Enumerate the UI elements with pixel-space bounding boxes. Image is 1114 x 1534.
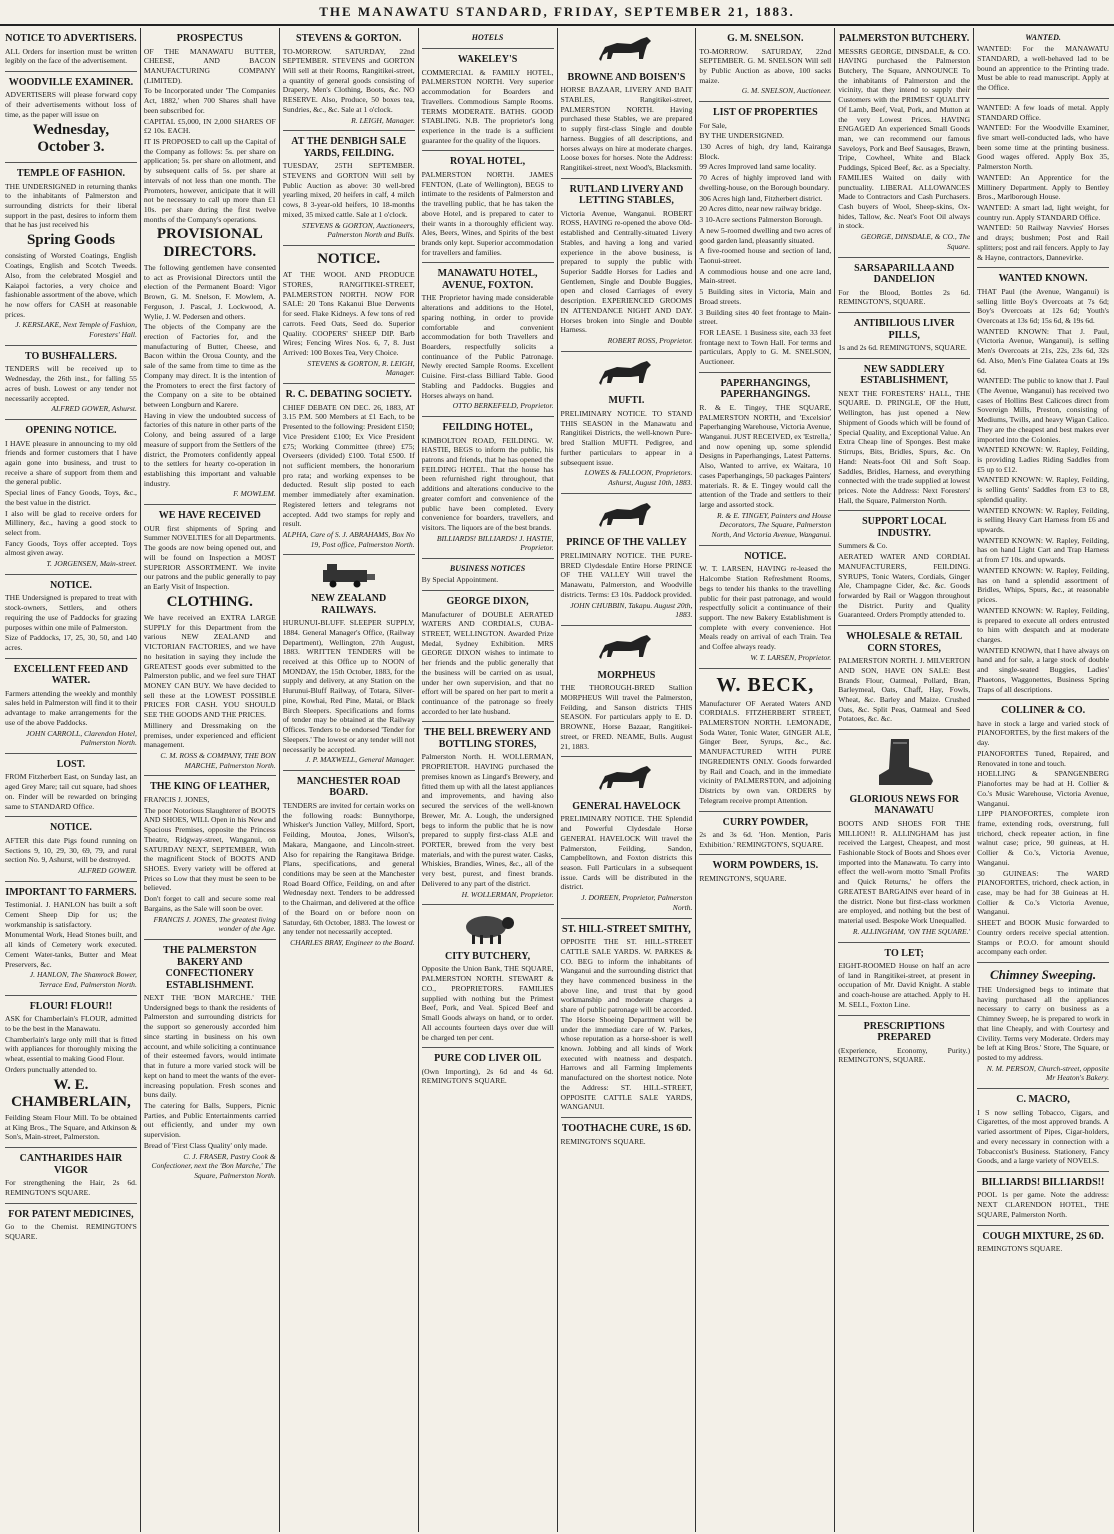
advertisement — [5, 28, 137, 72]
ad-body-text: consisting of Worsted Coatings, English Coatings, English and Scotch Tweeds. Also, from the celebrated Mosgiel and Kaiapoi factories, a very choice and fashionable assortment of the above, which he now offers for CASH at reasonable prices. — [5, 251, 137, 319]
column-3 — [280, 28, 419, 1532]
advertisement — [422, 28, 554, 49]
ad-body-text: R. & E. Tingey, THE SQUARE, PALMERSTON NORTH, and 'Excelsior' Paperhanging Warehouse, Victoria Avenue, Wanganui. JUST RECEIVED, ex 'Estrella,' and now opening up, some splendid Designs in Paperhangings, Latest Patterns. Also, Wanted to arrive, ex Waitara, 10 cases Paperhangings, 50 packages Painters' materials. R. & E. Tingey would call the attention of the Trade and settlers to their large and assorted stock. — [699, 402, 832, 510]
ad-body-text: Millinery and Dressmaking on the premises, under experienced and efficient management. — [143, 720, 276, 750]
ad-body-text: We have received an EXTRA LARGE SUPPLY for this Department from the various NEW ZEALAND and VICTORIAN FACTORIES, and we have no hesitation in saying they include the GREATEST goods ever submitted to the Palmerston public, and we feel sure THAT MONEY CAN BUY. We have decided to sell these at the LOWEST POSSIBLE PRICES FOR CASH. YOU SHOULD SEE THE GOODS AND THE PRICES. — [143, 612, 276, 720]
ad-signature: J. HANLON, The Shamrock Bower, Terrace End, Palmerston North. — [29, 970, 137, 989]
advertisement — [838, 626, 970, 730]
ad-body-text: 1s and 2s 6d. REMINGTON'S, SQUARE. — [838, 343, 967, 353]
ad-body-text: For strengthening the Hair, 2s 6d. REMINGTON'S SQUARE. — [5, 1178, 137, 1197]
ad-body-text: TENDERS will be received up to Wednesday, the 26th inst., for falling 55 acres of bush. Lowest or any tender not necessarily accepted. — [5, 364, 137, 403]
ad-body-text: POOL 1s per game. Note the address: NEXT CLARENDON HOTEL, THE SQUARE, Palmerston North. — [977, 1190, 1109, 1219]
ad-signature: GEORGE, DINSDALE, & CO., The Square. — [860, 232, 971, 251]
advertisement — [5, 754, 137, 817]
ad-body-text: Having in view the undoubted success of factories of this nature in other parts of the Colony, and being assured of a large measure of support from the Settlers of the district, the Promoters confidently appeal to the settlers for hearty co-operation in establishing this important and valuable industry. — [143, 410, 276, 488]
advertisement — [283, 555, 415, 771]
ad-heading: LOST. — [56, 758, 86, 770]
advertisement — [5, 163, 137, 346]
ad-body-text: (Experience, Economy, Purity.) REMINGTON'S, SQUARE. — [838, 1045, 971, 1065]
column-1 — [2, 28, 141, 1532]
ad-signature: G. M. SNELSON, Auctioneer. — [741, 86, 832, 96]
ad-body-text: W. T. LARSEN, HAVING re-leased the Halcombe Station Refreshment Rooms, begs to tender his thanks to the travelling public for their past patronage, and would respectfully solicit a continuance of their support. The new Bakery Establishment is complete with every convenience. Hot Meals ready on arrival of each Train. Tea and Coffee always ready. — [699, 564, 832, 652]
ad-signature: C. J. FRASER, Pastry Cook & Confectioner, next the 'Bon Marche,' The Square, Palmerston North. — [151, 1151, 276, 1180]
ad-signature: R. LEIGH, Manager. — [351, 115, 415, 125]
ad-heading: CITY BUTCHERY, — [445, 950, 531, 962]
column-5 — [558, 28, 697, 1532]
ad-body-text: PALMERSTON NORTH. JAMES FENTON, (Late of Wellington), BEGS to intimate to the residents of Palmerston and the travelling public, that he has taken the above Hotel, and is prepared to cater to their wants in a thoroughly efficient way. Ales, Beers, Wines, and Spirits of the best brands only kept. Superior accommodation for travellers and families. — [421, 169, 554, 257]
advertisement — [561, 494, 693, 626]
horse-icon — [591, 631, 661, 668]
ad-body-text: ADVERTISERS will please forward copy of their advertisements without loss of time, as the paper will issue on — [5, 90, 137, 119]
ad-heading: AT THE DENBIGH SALE YARDS, FEILDING. — [291, 136, 407, 159]
ad-body-text: HURUNUI-BLUFF. SLEEPER SUPPLY, 1884. General Manager's Office, (Railway Department), Wellington, 27th August, 1883. WRITTEN TENDERS will be received at this Office up to NOON of MONDAY, the 15th October, 1883, for the supply and delivery, at any Station on the Hurunui-Bluff Railway, of Totara, Silver-pine, Kowhai, Red Pine, Matai, or Black Birch Sleepers. Specifications and forms of tender may be obtained at the Railway Offices. Tenders to be endorsed 'Tender for Sleepers.' The lowest or any tender will not necessarily be accepted. — [282, 618, 415, 754]
ad-body-text: THE THOROUGH-BRED Stallion MORPHEUS Will travel the Palmerston, Feilding, and Sanson districts THIS SEASON. For particulars apply to E. D. BROWNE, Horse Bazaar, Rangitikei-street, or FRED. NEAME, Bulls. August 21, 1883. — [560, 683, 693, 751]
ad-body-text: REMINGTON'S SQUARE. — [560, 1136, 646, 1146]
ad-heading: HOTELS — [471, 33, 504, 42]
sheep-icon — [458, 910, 518, 949]
ad-body-text: FROM Fitzherbert East, on Sunday last, an aged Grey Mare; tail cut square, had shoes on. Finder will be rewarded on bringing same to STANDARD Office. — [5, 772, 137, 811]
ad-heading: THE KING OF LEATHER, — [150, 781, 270, 793]
advertisement — [561, 179, 693, 352]
ad-body-text: For Sale, — [699, 120, 727, 130]
ad-body-text: SHEET and BOOK Music forwarded to Country orders receive special attention. Stamps or P.O.O. for amount should accompany each order. — [977, 918, 1109, 957]
ad-body-text: 5 Building sites in Victoria, Main and Broad streets. — [699, 287, 832, 306]
ad-heading: TOOTHACHE CURE, 1S 6D. — [561, 1123, 691, 1135]
advertisement — [5, 817, 137, 881]
advertisement — [977, 99, 1109, 269]
ad-signature: LOWES & FALLOON, Proprietors. Ashurst, August 10th, 1883. — [584, 468, 693, 487]
ad-heading: MANCHESTER ROAD BOARD. — [296, 775, 401, 799]
ad-body-text: Don't forget to call and secure some real Bargains, as the Sale will soon be over. — [143, 894, 276, 913]
ad-body-text: I HAVE pleasure in announcing to my old friends and former customers that I have again gone into business, and trust to receive a share of support from them and the general public. — [5, 438, 137, 487]
ad-signature: ALFRED GOWER, Ashurst. — [51, 404, 137, 414]
advertisement — [5, 1148, 137, 1203]
ad-signature: STEVENS & GORTON, R. LEIGH, Manager. — [307, 358, 415, 378]
ad-body-text: OPPOSITE THE ST. HILL-STREET CATTLE SALE YARDS. W. PARKES & CO. BEG to inform the inhabitants of Wanganui and the surrounding district that they have commenced business in the above line, and trust that by good workmanship and moderate charges a share of public patronage will be accorded. The Horse Shoeing Department will be under the immediate care of W. Parkes, whose reputation as a horse-shoer is well known. Jobbing and all kinds of Work executed with neatness and despatch. Harrows and all Farming Implements manufactured on the shortest notice. Note the Address: ST. HILL-STREET, OPPOSITE CATTLE SALE YARDS, WANGANUI. — [560, 937, 693, 1112]
ad-subheading: Spring Goods — [26, 232, 115, 249]
ad-heading: PAPERHANGINGS, PAPERHANGINGS. — [720, 377, 811, 401]
advertisement — [838, 943, 970, 1016]
advertisement — [422, 263, 554, 417]
ad-signature: R. & E. TINGEY, Painters and House Decorators, The Square, Palmerston North, And Victoria Avenue, Wanganui. — [711, 510, 832, 540]
advertisement — [561, 1118, 693, 1151]
ad-body-text: 70 Acres of highly improved land with dwelling-house, on the Borough boundary. — [699, 173, 832, 192]
ad-heading: NOTICE. — [49, 822, 92, 834]
ad-body-text: WANTED: For the MANAWATU STANDARD, a well-behaved lad to be bound an apprentice to the Printing trade. Must be able to read manuscript. Apply at the Office. — [977, 44, 1109, 93]
ad-body-text: THE Proprietor having made considerable alterations and additions to the Hotel, sparing nothing, in order to provide comfortable and convenient accommodation for both Travellers and Boarders, respectfully solicits a continuance of the Public Patronage. Newly erected Sample Rooms. Excellent Cuisine. First-class Billiard Table. Good Stabling and Paddocks. Buggies and Horses always on hand. — [421, 293, 554, 400]
ad-body-text: Monumental Work, Head Stones built, and all kinds of Cemetery work executed. Cement Water-tanks, Butter and Meat Preservers, &c. — [5, 930, 137, 969]
ad-body-text: By Special Appointment. — [421, 575, 499, 585]
advertisement — [5, 882, 137, 996]
ad-heading: ANTIBILIOUS LIVER PILLS, — [853, 318, 955, 341]
ad-body-text: OF THE MANAWATU BUTTER, CHEESE, AND BACON MANUFACTURING COMPANY (LIMITED). — [143, 46, 276, 85]
ad-heading: EXCELLENT FEED AND WATER. — [13, 663, 129, 687]
ad-body-text: Victoria Avenue, Wanganui. ROBERT ROSS, HAVING re-opened the above Old-established and Centrally-situated Livery Stables, and having a long and varied experience in the above business, is prepared to supply the public with Superior Saddle Horses for Ladies and Gentlemen, Single and Double Buggies, open and closed Carriages of every description. EXPERIENCED GROOMS IN ATTENDANCE NIGHT AND DAY. Horses broken into Single and Double Harness. — [560, 208, 693, 335]
column-6 — [696, 28, 835, 1532]
ad-body-text: PRELIMINARY NOTICE. THE Splendid and Powerful Clydesdale Horse GENERAL HAVELOCK Will travel the Palmerston, Feilding, Sandon, Campbelltown, and Foxton districts this season. Full Particulars in a subsequent issue. Cards will be distributed in the district. — [560, 814, 693, 892]
ad-body-text: A commodious house and one acre land, Main-street. — [699, 266, 832, 286]
ad-body-text: Feilding Steam Flour Mill. To be obtained at King Bros., The Square, and Atkinson & Son's, Main-street, Palmerston. — [5, 1113, 137, 1142]
ad-body-text: REMINGTON'S SQUARE. — [977, 1244, 1063, 1254]
horse-icon — [591, 33, 661, 70]
ad-body-text: The following gentlemen have consented to act as Provisional Directors until the election of the Permanent Board: Vigor Brown, G. M. Snelson, F. Mowlem, A. Ferguson, J. Pascal, J. Lockwood, A. Wylie, J. W. Pedersen and others. — [143, 262, 276, 321]
ad-body-text: WANTED KNOWN: W. Rapley, Feilding, is prepared to execute all orders entrusted to him with despatch and at moderate charges. — [977, 605, 1109, 644]
ad-body-text: Opposite the Union Bank, THE SQUARE, PALMERSTON NORTH. STEWART & CO., PROPRIETORS. FAMILIES supplied with nothing but the Primest Beef, Pork, and Veal. Spiced Beef and Small Goods always on hand, or to order. All accounts fourteen days over due will be charged ten per cent. — [421, 964, 554, 1042]
ad-heading: WOODVILLE EXAMINER. — [8, 76, 134, 88]
columns-container — [2, 28, 1112, 1532]
ad-signature: W. T. LARSEN, Proprietor. — [750, 652, 832, 662]
ad-signature: OTTO BERKEFELD, Proprietor. — [452, 401, 554, 411]
ad-heading: TO BUSHFALLERS. — [24, 350, 117, 362]
advertisement — [5, 575, 137, 659]
ad-signature: T. JORGENSEN, Main-street. — [46, 559, 137, 569]
ad-body-text: MESSRS GEORGE, DINSDALE, & CO. HAVING purchased the Palmerston Butchery, The Square, ANNOUNCE To the inhabitants of Palmerston and the vicinity, that they intend to supply their Customers with the PRIMEST QUALITY Of Lamb, Beef, Veal, Pork, and Mutton at the very Lowest Prices. HAVING ENGAGED An experienced Small Goods man, we can recommend our famous Saveloys, Pork and Beef Sausages, Brawn, Tripe, Cowheel, White and Black Puddings, Spiced Beef, &c. as a Specialty. FAMILIES Waited on daily with punctuality. LIBERAL ALLOWANCES Made to Contractors and Cash Purchasers. Cash buyers of Wool, Sheep-skins, Ox-hides, Tallow, &c. Neat's Foot Oil always in stock. — [838, 46, 971, 231]
ad-heading: NEW SADDLERY ESTABLISHMENT, — [860, 363, 949, 387]
ad-signature: CHARLES BRAY, Engineer to the Board. — [290, 938, 415, 947]
advertisement — [977, 28, 1109, 99]
ad-signature: C. M. ROSS & COMPANY, THE BON MARCHE, Palmerston North. — [160, 751, 276, 770]
ad-body-text: 130 Acres of high, dry land, Kairanga Block. — [699, 142, 832, 161]
ad-body-text: CAPITAL £5,000, IN 2,000 SHARES OF £2 10s. EACH. — [143, 116, 276, 136]
ad-subheading: CLOTHING. — [166, 593, 253, 610]
ad-signature: ALFRED GOWER. — [78, 866, 137, 875]
ad-body-text: Testimonial. J. HANLON has built a soft Cement Sheep Dip for us; the workmanship is satisfactory. — [5, 900, 137, 929]
advertisement — [5, 346, 137, 420]
advertisement — [838, 730, 970, 942]
ad-body-text: WANTED KNOWN: W. Rapley, Feilding, has on hand a splendid assortment of Bridles, Whips, Spurs, &c., at reasonable prices. — [977, 565, 1109, 605]
ad-body-text: 2s and 3s 6d. 'Hon. Mention, Paris Exhibition.' REMINGTON'S, SQUARE. — [699, 830, 832, 849]
ad-heading: OPENING NOTICE. — [25, 425, 117, 436]
ad-body-text: THAT Paul (the Avenue, Wanganui) is selling little Boy's Overcoats at 7s 6d; Boy's Overcoats at 12s 6d; Youth's Overcoats at 13s 6d; 15s 6d, & 19s 6d. — [977, 286, 1109, 325]
ad-body-text: THE Undersigned begs to intimate that having purchased all the appliances necessary to carry on business as a Chimney Sweep, he is prepared to work in that line Cheaply, and with Courtesy and Civility. Terms very Moderate. Orders may be left at King Bros.' Store, The Square, or posted to my address. — [977, 984, 1109, 1062]
ad-body-text: OUR first shipments of Spring and Summer NOVELTIES for all Departments. The goods are now being opened out, and will be found on Inspection a MOST SUPERIOR ASSORTMENT. We invite our patrons and the public generally to pay an Early Visit of Inspection. — [143, 523, 276, 591]
ad-heading: WORM POWDERS, 1S. — [712, 860, 819, 872]
ad-heading: FEILDING HOTEL, — [442, 422, 533, 434]
advertisement — [838, 313, 970, 359]
ad-heading: ST. HILL-STREET SMITHY, — [562, 923, 691, 935]
ad-heading: NOTICE. — [49, 579, 92, 591]
advertisement — [977, 1089, 1109, 1172]
ad-body-text: ALL Orders for insertion must be written legibly on the face of the advertisement. — [5, 46, 137, 66]
ad-body-text: PRELIMINARY NOTICE. THE PURE-BRED Clydesdale Entire Horse PRINCE OF THE VALLEY Will travel the Manawatu, Palmerston, and Woodville districts. Terms: £3 10s. Paddock provided. — [560, 550, 693, 599]
advertisement — [699, 669, 831, 812]
column-2 — [141, 28, 280, 1532]
advertisement — [977, 268, 1109, 700]
ad-subheading: PROVISIONAL DIRECTORS. — [156, 226, 263, 260]
ad-signature: J. KERSLAKE, Next Temple of Fashion, Foresters' Hall. — [15, 320, 137, 340]
ad-body-text: To be Incorporated under 'The Companies Act, 1882,' when 700 Shares shall have been subscribed for. — [143, 86, 276, 115]
ad-body-text: NEXT THE 'BON MARCHE.' THE Undersigned begs to thank the residents of Palmerston and surrounding districts for the support so generously accorded him since starting in business on his own account, and while soliciting a continuance of their esteemed favors, would intimate that in future a more varied stock will be kept on hand to meet the wants of the ever-increasing population. Fresh scones and buns daily. — [143, 993, 276, 1100]
ad-body-text: THE Undersigned is prepared to treat with stock-owners, Settlers, and others requiring the use of Paddocks for grazing purposes within one mile of Palmerston. — [5, 593, 137, 632]
ad-heading: SUPPORT LOCAL INDUSTRY. — [862, 516, 947, 539]
ad-body-text: FRANCIS J. JONES, — [143, 794, 210, 804]
advertisement — [977, 1226, 1109, 1259]
ad-body-text: For the Blood, Bottles 2s 6d. REMINGTON'S, SQUARE. — [838, 287, 971, 307]
ad-subheading: Wednesday, October 3. — [32, 121, 110, 155]
ad-heading: G. M. SNELSON. — [727, 33, 804, 44]
ad-body-text: have in stock a large and varied stock of PIANOFORTES, by the first makers of the day. — [977, 718, 1109, 748]
advertisement — [561, 919, 693, 1118]
advertisement — [422, 1048, 554, 1091]
ad-body-text: AT THE WOOL AND PRODUCE STORES, RANGITIKEI-STREET, PALMERSTON NORTH. NOW FOR SALE: 20 Tons Kakanui Blue Derwents for seed. Flake Kidneys. A few tons of red carrots. Feed Oats, Seed do. Superior Quality. COOPERS' SHEEP DIP. Barb Wires; Fencing Wires Nos. 6, 7, 8. Just Arrived: 100 Boxes Tea, Very Choice. — [282, 270, 415, 357]
ad-body-text: 306 Acres high land, Fitzherbert district. — [699, 193, 823, 203]
column-4 — [419, 28, 558, 1532]
locomotive-icon — [319, 560, 379, 591]
ad-heading: BROWNE AND BOISEN'S — [567, 71, 686, 83]
ad-body-text: NEXT THE FORESTERS' HALL, THE SQUARE. D. PRINGLE, OF the Hutt, Wellington, has just opened a New Shipment of Goods which will be found of Special Quality, and Exceptional Value. An Extra Cheap line of Sponges. Best make Stirrups, Bits, Bridles, Spurs, &c. On Hand: Neats-foot Oil and Soft Soap. Saddles, Bridles, Harness, and everything connected with the trade supplied at lowest prices. Note the Address: Next Foresters' Hall, the Square, Palmerston North. — [838, 388, 971, 505]
advertisement — [283, 771, 415, 953]
ad-heading: WE HAVE RECEIVED — [158, 510, 261, 522]
advertisement — [699, 28, 831, 102]
ad-body-text: WANTED KNOWN: W. Rapley, Feilding, is providing Ladies Riding Saddles from £5 up to £12. — [977, 445, 1109, 474]
ad-heading: PALMERSTON BUTCHERY. — [839, 33, 970, 44]
ad-heading: GENERAL HAVELOCK — [572, 800, 681, 812]
ad-body-text: WANTED KNOWN: That J. Paul, (Victoria Avenue, Wanganui), is selling Men's Overcoats at 21s, 22s, 23s 6d, 32s 6d. Also, Men's Fine Galatea Coats at 19s 6d. — [977, 326, 1109, 375]
ad-body-text: WANTED KNOWN: W. Rapley, Feilding, is selling Gents' Saddles from £3 to £8, splendid quality. — [977, 475, 1109, 504]
ad-heading: LIST OF PROPERTIES — [712, 107, 818, 119]
ad-body-text: BY THE UNDERSIGNED. — [699, 131, 784, 141]
ad-signature: F. MOWLEM. — [233, 489, 276, 499]
advertisement — [838, 511, 970, 626]
advertisement — [144, 28, 276, 505]
advertisement — [838, 359, 970, 512]
ad-body-text: HORSE BAZAAR, LIVERY AND BAIT STABLES, Rangitikei-street, PALMERSTON NORTH. Having purchased these Stables, we are prepared to supply first-class Single and double harness. Buggies of all descriptions, and horses always on hire at moderate charges. Loose boxes for horses. Note the Address: Rangitikei-street, next Wood's, Blacksmith. — [560, 85, 693, 172]
ad-body-text: 30 GUINEAS: The WARD PIANOFORTES, trichord, check action, in case, may be had for 38 Guineas at H. Collier & Co.'s Victoria Avenue, Wanganui. — [977, 868, 1109, 917]
ad-body-text: PALMERSTON NORTH. J. MILVERTON AND SON, HAVE ON SALE: Best Brands Flour, Oatmeal, Pollard, Bran, Barleymeal, Oats, Chaff, Hay, Fowls, Wheat, &c. Barley and Maize. Crushed Oats, &c. Split Peas, Oatmeal and Seed Potatoes, &c. &c. — [838, 656, 971, 724]
ad-signature: STEVENS & GORTON, Auctioneers, Palmerston North and Bulls. — [302, 220, 415, 240]
ad-heading: RUTLAND LIVERY AND LETTING STABLES, — [569, 183, 684, 207]
advertisement — [561, 28, 693, 179]
advertisement — [5, 996, 137, 1148]
advertisement — [838, 28, 970, 258]
advertisement — [977, 700, 1109, 963]
ad-body-text: TO-MORROW. SATURDAY, 22nd SEPTEMBER. G. M. SNELSON Will sell by Public Auction as above, 100 sacks maize. — [699, 46, 832, 85]
ad-body-text: Orders punctually attended to. — [5, 1064, 97, 1074]
ad-body-text: ASK for Chamberlain's FLOUR, admitted to be the best in the Manawatu. — [5, 1014, 137, 1033]
horse-icon — [591, 357, 661, 394]
ad-signature: JOHN CARROLL, Clarendon Hotel, Palmerston North. — [25, 728, 137, 748]
ad-subheading: W. E. CHAMBERLAIN, — [11, 1076, 131, 1110]
boot-icon — [869, 735, 939, 792]
ad-heading: GEORGE DIXON, — [446, 596, 529, 608]
ad-signature: BILLIARDS! BILLIARDS! J. HASTIE, Proprietor. — [436, 533, 554, 553]
ad-signature: ROBERT ROSS, Proprietor. — [607, 336, 693, 346]
ad-body-text: BOOTS AND SHOES FOR THE MILLION!! R. ALLINGHAM has just received the Largest, Cheapest, and most Fashionable Stock of Boots and Shoes ever imported into the Manawatu. To carry into effect the well-worn motto 'Small Profits and Quick Returns,' he offers the GREATEST BARGAINS ever heard of in the district. None but first-class workmen are employed, and nothing but the best of material used. Bespoke Work Unequalled. — [838, 818, 971, 926]
ad-body-text: Bread of 'First Class Quality' only made. — [143, 1140, 268, 1150]
ad-heading: MUFTI. — [608, 395, 645, 407]
advertisement — [422, 905, 554, 1048]
ad-signature: R. ALLINGHAM, 'ON THE SQUARE.' — [852, 926, 971, 936]
ad-body-text: A five-roomed house and section of land, Taonui-street. — [699, 246, 832, 265]
ad-body-text: WANTED KNOWN, that I have always on hand and for sale, a large stock of double and single-seated Buggies, Ladies' Phaetons, Waggonettes, Business Spring Traps of all descriptions. — [977, 645, 1109, 694]
ad-body-text: LIPP PIANOFORTES, complete iron frame, extending rods, overstrung, full trichord, check repeater action, in fine walnut case; price, 90 guineas, at H. Collier & Co.'s, Victoria Avenue, Wanganui. — [977, 809, 1109, 867]
advertisement — [561, 757, 693, 918]
ad-signature: J. DOREEN, Proprietor, Palmerston North. — [581, 893, 693, 912]
advertisement — [977, 1172, 1109, 1226]
ad-body-text: The objects of the Company are the erection of Factories for, and the manufacturing of Butter, Cheese, and Bacon within the Oroua County, and the sale of the same from time to time as the Company may direct. It is the intention of the Promoters to erect the first factory of the Company on a site to be obtained between Longburn and Karere. — [143, 322, 276, 409]
ad-body-text: Fancy Goods, Toys offer accepted. Toys almost given away. — [5, 538, 137, 558]
advertisement — [422, 559, 554, 591]
ad-body-text: REMINGTON'S, SQUARE. — [699, 873, 787, 883]
advertisement — [283, 246, 415, 384]
ad-body-text: WANTED: A few loads of metal. Apply STANDARD Office. — [977, 102, 1109, 122]
ad-heading: R. C. DEBATING SOCIETY. — [285, 389, 412, 401]
advertisement — [144, 505, 276, 776]
ad-body-text: (Own Importing), 2s 6d and 4s 6d. REMINGTON'S SQUARE. — [421, 1066, 554, 1086]
advertisement — [5, 72, 137, 163]
advertisement — [422, 151, 554, 263]
ad-signature: JOHN CHUBBIN, Takapu. August 20th, 1883. — [570, 600, 693, 620]
ad-body-text: HOELLING & SPANGENBERG Pianofortes may be had at H. Collier & Co.'s Music Warehouse, Victoria Avenue, Wanganui. — [977, 769, 1109, 808]
ad-heading: IMPORTANT TO FARMERS. — [5, 886, 137, 898]
ad-body-text: WANTED: A smart lad, light weight, for country run. Apply STANDARD Office. — [977, 202, 1109, 222]
advertisement — [283, 28, 415, 131]
ad-body-text: AERATED WATER AND CORDIAL MANUFACTURERS, FEILDING. SYRUPS, Tonic Waters, Cordials, Ginger Ale, Champagne Cider, &c. &c. Goods forwarded by Rail or Waggon throughout the District. Purity and Quality Guaranteed. Orders Promptly attended to. — [838, 552, 971, 620]
advertisement — [699, 812, 831, 856]
ad-heading: WANTED. — [1025, 33, 1061, 42]
ad-heading: W. BECK, — [716, 673, 815, 696]
ad-body-text: I S now selling Tobacco, Cigars, and Cigarettes, of the most approved brands. A varied assortment of Pipes, Cigar-holders, and every necessary in connection with a Tobacconist's Business. Stationery, Fancy Goods, and a large variety of NOVELS. — [977, 1107, 1109, 1166]
ad-body-text: Palmerston North. H. WOLLERMAN, PROPRIETOR. HAVING purchased the premises known as Lingard's Brewery, and fitted them up with all the latest appliances and improvements, and having also secured the services of the well-known Brewer, Mr. A. Lough, the undersigned begs to inform the public that he is now prepared to supply first-class ALE and PORTER, brewed from the very best materials, and with the purest water. Casks, Whiskies, Brandies, Wines, &c., all of the very best, purest, and finest brands. Delivered to any part of the district. — [421, 752, 554, 888]
ad-heading: FLOUR! FLOUR!! — [29, 1000, 113, 1012]
advertisement — [561, 352, 693, 494]
ad-body-text: TENDERS are invited for certain works on the following roads: Bunnythorpe, Whisker's Junction Valley, Milford, Sport, Feilding, Moutoa, Jones, Wilson's, Makara, Mangaone, and Lincoln-street. Also for repairing the Rangitawa Bridge. Plans, specifications, and general conditions may be seen at the Manchester Road Board Office, Feilding, on and after Wednesday next. Tenders to be addressed to the Chairman, and delivered at the office of the Board on or before noon on Saturday, 6th October, 1883. The lowest or any tender not necessarily accepted. — [282, 800, 415, 937]
advertisement — [699, 373, 831, 546]
ad-heading: MANAWATU HOTEL, AVENUE, FOXTON. — [437, 268, 538, 291]
ad-body-text: Summers & Co. — [838, 541, 888, 551]
ad-heading: THE BELL BREWERY AND BOTTLING STORES, — [424, 727, 551, 750]
advertisement — [144, 940, 276, 1186]
ad-body-text: I also will be glad to receive orders for Millinery, &c., having a good stock to select from. — [5, 508, 137, 537]
advertisement — [422, 417, 554, 559]
ad-heading: FOR PATENT MEDICINES, — [8, 1208, 134, 1220]
ad-body-text: WANTED: An Apprentice for the Millinery Department. Apply to Bentley Bros., Marlborough House. — [977, 172, 1109, 202]
ad-heading: NOTICE. — [744, 550, 787, 562]
advertisement — [977, 963, 1109, 1089]
ad-heading: NEW ZEALAND RAILWAYS. — [311, 593, 387, 616]
ad-body-text: FOR LEASE. 1 Business site, each 33 feet frontage next to Town Hall. For terms and particulars, Apply to G. M. SNELSON, Auctioneer. — [699, 327, 832, 367]
ad-body-text: WANTED: 50 Railway Navvies' Horses and drays; bushmen; Post and Rail splitters; post and rail fencers. Apply to Jay & Hayne, contractors, Dannevirke. — [977, 223, 1109, 262]
ad-heading: STEVENS & GORTON. — [296, 33, 402, 44]
ad-body-text: A new 5-roomed dwelling and two acres of good garden land, pleasantly situated. — [699, 225, 832, 245]
ad-body-text: Manufacturer of DOUBLE AERATED WATERS AND CORDIALS, CUBA-STREET, WELLINGTON. Awarded Prize Medal, Sydney Exhibition. MRS GEORGE DIXON wishes to intimate to her friends and the public generally that the business will be carried on as usual, under her own supervision, and that no effort will be spared on her part to merit a continuance of the patronage so freely accorded to her late husband. — [421, 609, 554, 716]
ad-body-text: Farmers attending the weekly and monthly sales held in Palmerston will find it to their advantage to make arrangements for the use of the above Paddocks. — [5, 688, 137, 727]
ad-heading: NOTICE. — [317, 251, 381, 267]
ad-body-text: CHIEF DEBATE ON DEC. 26, 1883, AT 3.15 P.M. 500 Members at £1 Each, to be Presented to the following: President £150; Vice President £100; Ex Vice President £75; Working Committee (three) £75; Overseers (divided) £100. Total £500. If not sufficient members, the honorarium pro rata; and working expenses to be deducted. Result slip posted to each member immediately after examination. Registered letters and telegrams not accepted. Add two stamps for reply and result. — [282, 402, 415, 529]
ad-heading: WHOLESALE & RETAIL CORN STORES, — [846, 631, 963, 654]
ad-signature: H. WOLLERMAN, Proprietor. — [461, 889, 554, 899]
ad-body-text: THE UNDERSIGNED in returning thanks to the inhabitants of Palmerston and surrounding districts for their liberal support in the past, desires to inform them that he has just received his — [5, 181, 137, 230]
ad-body-text: Manufacturer OF Aerated Waters AND CORDIALS. FITZHERBERT STREET, PALMERSTON NORTH. LEMONADE, Soda Water, Tonic Water, GINGER ALE, Ginger Beer, Syrups, &c., &c. MANUFACTURED WITH PURE INGREDIENTS ONLY. Goods forwarded by Rail and Coach, and in the immediate vicinity of PALMERSTON, and adjoining Districts by own van. ORDERS by Telegram receive prompt Attention. — [699, 698, 832, 805]
ad-body-text: 3 10-Acre sections Palmerston Borough. — [699, 215, 823, 225]
column-8 — [974, 28, 1112, 1532]
ad-heading: COUGH MIXTURE, 2S 6D. — [982, 1230, 1104, 1242]
ad-heading: WAKELEY'S — [457, 54, 518, 66]
horse-icon — [591, 762, 661, 799]
ad-body-text: The catering for Balls, Suppers, Picnic Parties, and Public Entertainments carried out efficiently, and under my own supervision. — [143, 1100, 276, 1140]
ad-heading: WANTED KNOWN. — [998, 273, 1088, 285]
advertisement — [283, 384, 415, 555]
advertisement — [561, 626, 693, 757]
advertisement — [144, 776, 276, 940]
ad-body-text: Special lines of Fancy Goods, Toys, &c., the best value in the district. — [5, 488, 137, 507]
ad-heading: PROSPECTUS — [176, 33, 243, 44]
column-7 — [835, 28, 974, 1532]
ad-heading: ROYAL HOTEL, — [449, 156, 526, 168]
ad-body-text: Go to the Chemist. REMINGTON'S SQUARE. — [5, 1222, 137, 1241]
ad-body-text: COMMERCIAL & FAMILY HOTEL, PALMERSTON NORTH. Very superior accommodation for Boarders and Travellers. Commodious Sample Rooms. TERMS MODERATE. BATHS. GOOD STABLING. N.B. The proprietor's long experience in the trade is a sufficient guarantee for the quality of the liquors. — [421, 67, 554, 145]
horse-icon — [591, 499, 661, 536]
ad-heading: THE PALMERSTON BAKERY AND CONFECTIONERY ESTABLISHMENT. — [163, 945, 257, 991]
ad-heading: CURRY POWDER, — [722, 816, 808, 828]
ad-heading: SARSAPARILLA AND DANDELION — [854, 262, 955, 286]
advertisement — [422, 722, 554, 905]
ad-heading: TO LET; — [884, 947, 924, 959]
ad-heading: BILLIARDS! BILLIARDS!! — [981, 1176, 1105, 1188]
ad-heading: C. MACRO, — [1016, 1094, 1070, 1106]
ad-body-text: WANTED KNOWN: W. Rapley, Feilding, has on hand Light Cart and Trap Harness at from £7 10s. and upwards. — [977, 535, 1109, 565]
advertisement — [838, 1016, 970, 1070]
ad-heading: Chimney Sweeping. — [989, 967, 1097, 982]
advertisement — [699, 546, 831, 669]
ad-body-text: TUESDAY, 25TH SEPTEMBER. STEVENS and GORTON Will sell by Public Auction as above: 30 well-bred yearling mixed, 20 heifers in calf, 4 milch cows, 8 3-year-old heifers, 10 18-months mixed, 35 mixed cattle. Sale at 1 o'clock. — [282, 161, 415, 219]
advertisement — [5, 1204, 137, 1247]
ad-heading: PURE COD LIVER OIL — [434, 1053, 542, 1065]
ad-body-text: 3 Building sites 40 feet frontage to Main-street. — [699, 307, 832, 327]
ad-body-text: WANTED KNOWN: W. Rapley, Feilding, is selling Heavy Cart Harness from £6 and upwards. — [977, 505, 1109, 535]
ad-signature: FRANCIS J. JONES, The greatest living wonder of the Age. — [153, 914, 276, 934]
ad-body-text: WANTED: The public to know that J. Paul (The Avenue, Wanganui) has received two cases of Hollins Best Calicoes direct from Sovereign Mills, Preston, consisting of Mediums, Twills, and heavy Wigan Calico. They are the cheapest and best makes ever imported into the Colonies. — [977, 376, 1109, 444]
ad-heading: GLORIOUS NEWS FOR MANAWATU — [849, 793, 959, 817]
advertisement — [838, 258, 970, 313]
ad-body-text: PIANOFORTES Tuned, Repaired, and Renovated in tone and touch. — [977, 748, 1109, 768]
ad-heading: MORPHEUS — [597, 669, 656, 681]
ad-body-text: Size of Paddocks, 17, 25, 30, 50, and 140 acres. — [5, 633, 137, 652]
ad-body-text: IT IS PROPOSED to call up the Capital of the Company as follows: 5s. per share on application; 5s. per share on allotment, and by subsequent calls of 5s. per share at intervals of not less than one month. The Promoters, however, anticipate that it will not be necessary to call up more than £1 10s. per share during the first twelve months of the Company's operations. — [143, 136, 276, 224]
ad-body-text: KIMBOLTON ROAD, FEILDING. W. HASTIE, BEGS to inform the public, his patrons and friends, that he has opened the FEILDING HOTEL. That the house has been refurnished right throughout, that additions and alterations conducive to the greater comfort and convenience of the public have been completed. Every convenience for boarders, travellers, and visitors. The liquors are of the best brands. — [421, 435, 554, 532]
ad-signature: ALPHA, Care of S. J. ABRAHAMS, Box No 19, Post office, Palmerston North. — [282, 530, 415, 549]
ad-heading: BUSINESS NOTICES — [449, 564, 526, 574]
advertisement — [699, 855, 831, 888]
advertisement — [5, 420, 137, 575]
ad-heading: COLLINER & CO. — [1000, 705, 1086, 717]
ad-body-text: TO-MORROW. SATURDAY, 22nd SEPTEMBER. STEVENS and GORTON Will sell at their Rooms, Rangitikei-street, a quantity of general goods consisting of Drapery, Men's Clothing, Boots, &c. NO RESERVE. Also, Produce, 50 boxes tea, Sundries, &c., &c. Sale at 1 o'clock. — [282, 46, 415, 114]
advertisement — [283, 131, 415, 246]
ad-body-text: The poor Notorious Slaughterer of BOOTS AND SHOES, WILL Open in his New and Spacious Premises, opposite the Princess Theatre, Ridgway-street, Wanganui, on SATURDAY NEXT, SEPTEMBER, With the magnificent Stock of BOOTS AND SHOES. Every variety will be offered at Prices so Low that they must be seen to be believed. — [143, 805, 276, 893]
advertisement — [422, 49, 554, 151]
ad-body-text: AFTER this date Pigs found running on Sections 9, 10, 29, 30, 69, 79, and rural section No. 9, Ashurst, will be destroyed. — [5, 835, 137, 865]
ad-body-text: Chamberlain's large only mill that is fitted with appliances for thoroughly mixing the wheat, essential to making Good Flour. — [5, 1034, 137, 1064]
advertisement — [699, 102, 831, 373]
ad-heading: PRESCRIPTIONS PREPARED — [863, 1020, 945, 1044]
ad-signature: J. P. MAXWELL, General Manager. — [305, 755, 415, 765]
ad-body-text: 20 Acres ditto, near new railway bridge. — [699, 204, 822, 214]
ad-heading: NOTICE TO ADVERTISERS. — [5, 33, 137, 44]
advertisement — [422, 591, 554, 722]
ad-heading: PRINCE OF THE VALLEY — [566, 537, 687, 549]
ad-body-text: WANTED: For the Woodville Examiner, five smart well-conducted lads, who have been some time at the printing business. Good wages offered. Apply Box 35, Palmerston North. — [977, 123, 1109, 172]
ad-heading: TEMPLE OF FASHION. — [16, 168, 125, 180]
ad-body-text: EIGHT-ROOMED House on half an acre of land in Rangitikei-street, at present in occupation of Mr. David Knight. A stable and coach-house are attached. Apply to H. M. SELL, Foxton Line. — [838, 961, 971, 1009]
advertisement — [5, 659, 137, 754]
ad-heading: CANTHARIDES HAIR VIGOR — [19, 1153, 123, 1176]
ad-signature: N. M. PERSON, Church-street, opposite Mr Heaton's Bakery. — [986, 1063, 1109, 1083]
ad-body-text: 99 Acres Improved land same locality. — [699, 162, 817, 172]
ad-body-text: PRELIMINARY NOTICE. TO STAND THIS SEASON in the Manawatu and Rangitikei Districts, the well-known Pure-bred Stallion MUFTI. Pedigree, and further particulars to appear in a subsequent issue. — [560, 408, 693, 467]
masthead: THE MANAWATU STANDARD, FRIDAY, SEPTEMBER 21, 1883. — [0, 0, 1114, 26]
